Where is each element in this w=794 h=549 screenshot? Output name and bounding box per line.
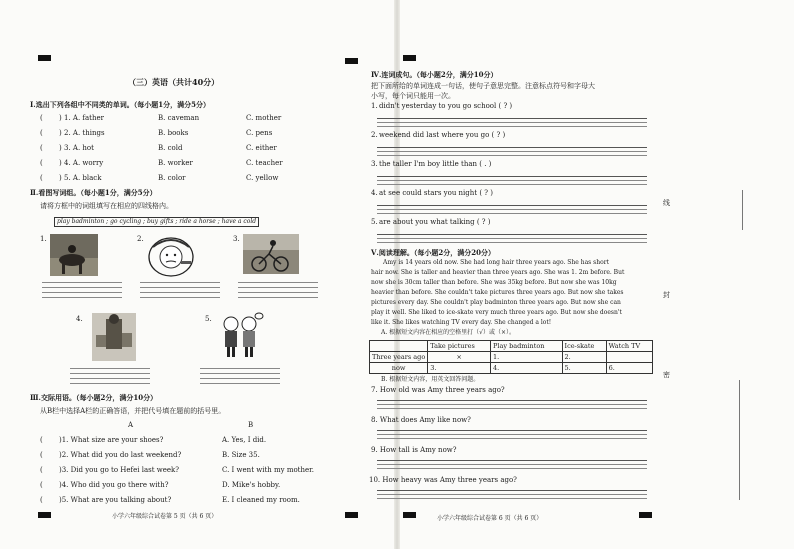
option-c: C. pens <box>246 129 273 137</box>
passage-line: now she is 30cm taller than before. She was 35kg before. But now she was 10kg <box>371 279 617 286</box>
pic-number: 4. <box>76 315 83 323</box>
table-cell: now <box>370 363 428 374</box>
scrambled-words: weekend did last where you go ( ? ) <box>379 131 506 139</box>
item-number: 2. <box>371 131 378 139</box>
table-cell: Three years ago <box>370 352 428 363</box>
answer-paren[interactable]: ( <box>40 129 43 137</box>
comparison-table <box>369 340 653 374</box>
passage-line: like it. She likes watching TV every day. She changed a lot! <box>371 319 552 326</box>
column-b-label: B <box>248 421 254 429</box>
answer-b: E. I cleaned my room. <box>222 496 300 504</box>
answer-paren[interactable]: ( <box>40 114 43 122</box>
word-box: play badminton ; go cycling ; buy gifts ; ride a horse ; have a cold <box>54 217 259 227</box>
binding-line <box>742 190 743 230</box>
part-b-instruction: B. 根据短文内容，用英文回答问题。 <box>381 376 480 383</box>
cycling-photo <box>243 234 299 274</box>
table-header-row <box>370 341 653 352</box>
table-header <box>370 341 428 352</box>
answer-b: A. Yes, I did. <box>222 436 267 444</box>
question-a: )3. Did you go to Hefei last week? <box>59 466 180 474</box>
question-a: )4. Who did you go there with? <box>59 481 169 489</box>
binding-line <box>739 380 740 500</box>
option-a: 2. A. things <box>64 129 105 137</box>
answer-paren[interactable]: ( <box>40 174 43 182</box>
table-cell[interactable]: 1. <box>491 352 562 363</box>
question: 8. What does Amy like now? <box>371 416 471 424</box>
horse-riding-photo <box>50 234 98 276</box>
answer-paren[interactable]: ( <box>40 144 43 152</box>
table-row <box>370 363 653 374</box>
section-2-instruction: 请将方框中的词组填写在相应的四线格内。 <box>40 202 173 210</box>
registration-mark <box>403 512 416 518</box>
option-c: C. teacher <box>246 159 283 167</box>
option-a: 1. A. father <box>64 114 104 122</box>
registration-mark <box>345 512 358 518</box>
option-b: B. books <box>158 129 189 137</box>
table-row <box>370 352 653 363</box>
section-3-heading: Ⅲ.交际用语。（每小题2分，满分10分） <box>30 393 158 402</box>
sick-girl-cartoon <box>145 233 197 279</box>
answer-b: D. Mike's hobby. <box>222 481 281 489</box>
table-cell: × <box>428 352 491 363</box>
badminton-cartoon <box>215 312 265 360</box>
item-number: 1. <box>371 102 378 110</box>
registration-mark <box>345 58 358 64</box>
seal-mark: 封 <box>663 291 670 299</box>
table-cell[interactable]: 2. <box>562 352 606 363</box>
table-cell[interactable]: 4. <box>491 363 562 374</box>
scrambled-words: at see could stars you night ( ? ) <box>379 189 493 197</box>
registration-mark <box>38 55 51 61</box>
table-cell <box>606 352 652 363</box>
question: 10. How heavy was Amy three years ago? <box>369 476 517 484</box>
pic-number: 5. <box>205 315 212 323</box>
registration-mark <box>639 512 652 518</box>
question: 7. How old was Amy three years ago? <box>371 386 505 394</box>
answer-b: B. Size 35. <box>222 451 260 459</box>
option-b: B. color <box>158 174 186 182</box>
passage-line: heavier than before. She couldn't take pictures three years ago. But now she takes <box>371 289 624 296</box>
page-footer: 小学六年级综合试卷第 5 页（共 6 页） <box>112 513 218 520</box>
seal-mark: 线 <box>663 199 670 207</box>
answer-paren: ) <box>59 129 62 137</box>
option-a: 3. A. hot <box>64 144 94 152</box>
table-cell[interactable]: 3. <box>428 363 491 374</box>
option-b: B. cold <box>158 144 183 152</box>
question-a: )5. What are you talking about? <box>59 496 172 504</box>
passage-line: hair now. She is taller and heavier than three years ago. She was 1. 2m before. But <box>371 269 625 276</box>
option-a: 4. A. worry <box>64 159 104 167</box>
section-2-heading: Ⅱ.看图写词组。（每小题1分，满分5分） <box>30 188 157 197</box>
column-a-label: A <box>128 421 134 429</box>
question-a: )2. What did you do last weekend? <box>59 451 182 459</box>
answer-paren[interactable]: ( <box>40 159 43 167</box>
seal-mark: 密 <box>663 371 670 379</box>
shopping-photo <box>92 313 136 361</box>
item-number: 5. <box>371 218 378 226</box>
item-number: 4. <box>371 189 378 197</box>
option-c: C. yellow <box>246 174 279 182</box>
option-b: B. caveman <box>158 114 200 122</box>
answer-paren[interactable]: ( <box>40 466 43 474</box>
answer-paren[interactable]: ( <box>40 436 43 444</box>
section-title: （三）英语（共计40分） <box>128 77 220 87</box>
registration-mark <box>403 55 416 61</box>
section-5-heading: Ⅴ.阅读理解。（每小题2分，满分20分） <box>371 248 495 257</box>
option-b: B. worker <box>158 159 193 167</box>
passage-line: Amy is 14 years old now. She had long hair three years ago. She has short <box>383 259 609 266</box>
pic-number: 2. <box>137 235 144 243</box>
option-a: 5. A. black <box>64 174 102 182</box>
answer-b: C. I went with my mother. <box>222 466 314 474</box>
registration-mark <box>38 512 51 518</box>
answer-paren[interactable]: ( <box>40 481 43 489</box>
answer-paren: ) <box>59 159 62 167</box>
exam-page-6 <box>369 0 794 549</box>
scrambled-words: are about you what talking ( ? ) <box>379 218 491 226</box>
pic-number: 1. <box>40 235 47 243</box>
section-3-instruction: 从B栏中选择A栏的正确答语，并把代号填在题前的括号里。 <box>40 407 226 415</box>
answer-paren[interactable]: ( <box>40 496 43 504</box>
page-footer: 小学六年级综合试卷第 6 页（共 6 页） <box>437 515 543 522</box>
section-4-instruction: 小写，每个词只能用一次。 <box>371 92 455 100</box>
question: 9. How tall is Amy now? <box>371 446 457 454</box>
section-4-instruction: 把下面所给的单词连成一句话，使句子意思完整。注意标点符号和字母大 <box>371 82 595 90</box>
part-a-instruction: A. 根据短文内容在相应的空格里打（√）或（×）。 <box>381 329 515 336</box>
table-cell[interactable]: 6. <box>606 363 652 374</box>
pic-number: 3. <box>233 235 240 243</box>
option-c: C. either <box>246 144 277 152</box>
passage-line: play it well. She liked to ice-skate very much three years ago. But now she doesn't <box>371 309 622 316</box>
scrambled-words: didn't yesterday to you go school ( ? ) <box>379 102 513 110</box>
answer-paren: ) <box>59 174 62 182</box>
item-number: 3. <box>371 160 378 168</box>
answer-paren: ) <box>59 114 62 122</box>
answer-paren[interactable]: ( <box>40 451 43 459</box>
answer-paren: ) <box>59 144 62 152</box>
passage-line: pictures every day. She couldn't play badminton three years ago. But now she can <box>371 299 621 306</box>
section-1-heading: Ⅰ.选出下列各组中不同类的单词。（每小题1分，满分5分） <box>30 100 210 109</box>
table-header: Play badminton <box>491 341 562 352</box>
table-header: Take pictures <box>428 341 491 352</box>
table-header: Watch TV <box>606 341 652 352</box>
table-header: Ice-skate <box>562 341 606 352</box>
question-a: )1. What size are your shoes? <box>59 436 164 444</box>
section-4-heading: Ⅳ.连词成句。（每小题2分，满分10分） <box>371 70 498 79</box>
scrambled-words: the taller I'm boy little than ( . ) <box>379 160 492 168</box>
option-c: C. mother <box>246 114 282 122</box>
table-cell[interactable]: 5. <box>562 363 606 374</box>
